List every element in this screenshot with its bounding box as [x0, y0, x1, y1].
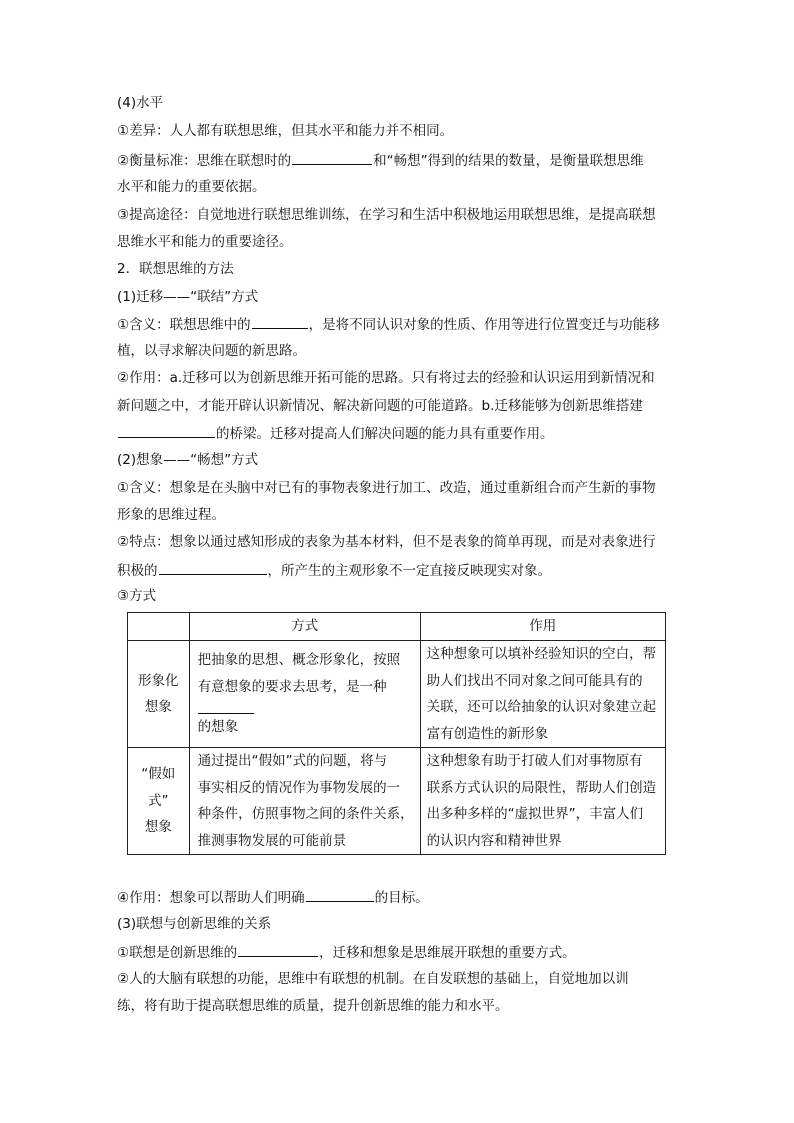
fill-blank[interactable]	[292, 151, 372, 165]
paragraph-meaning: ①含义：想象是在头脑中对已有的事物表象进行加工、改造，通过重新组合而产生新的事物	[117, 480, 656, 496]
effect-cell	[420, 748, 665, 855]
cell-line: 事实相反的情况作为事物发展的一	[197, 779, 401, 796]
text-segment: 的目标。	[374, 890, 429, 906]
table-header-cell: 方式	[189, 613, 420, 641]
row-name-cell	[128, 641, 190, 748]
paragraph-line: 植，以寻求解决问题的新思路。	[117, 343, 306, 359]
subheading-transfer: (1)迁移——“联结”方式	[117, 289, 259, 305]
table-header-cell: 作用	[420, 613, 665, 641]
text-segment: ①含义：联想思维中的	[117, 317, 251, 333]
paragraph-effect	[117, 888, 429, 907]
text-segment: ，所产生的主观形象不一定直接反映现实对象。	[267, 563, 551, 579]
paragraph-feature: ②特点：想象以通过感知形成的表象为基本材料，但不是表象的简单再现，而是对表象进行	[117, 534, 656, 550]
table-row	[128, 748, 666, 855]
effect-cell	[420, 641, 665, 748]
section-heading: 2．联想思维的方法	[117, 261, 234, 277]
table-header-row	[128, 613, 666, 641]
fill-blank[interactable]	[159, 561, 267, 575]
paragraph-line: 新问题之中，才能开辟认识新情况、解决新问题的可能道路。b.迁移能够为创新思维搭建	[117, 398, 643, 414]
text-segment: 积极的	[117, 563, 158, 579]
paragraph-standard	[117, 151, 644, 170]
paragraph-line	[117, 424, 554, 443]
fill-blank[interactable]	[252, 315, 308, 329]
paragraph-line: 练，将有助于提高联想思维的质量，提升创新思维的能力和水平。	[117, 998, 509, 1014]
cell-line: 式”	[148, 792, 169, 809]
cell-line: 这种想象有助于打破人们对事物原有	[426, 753, 643, 769]
text-segment: 的想象	[197, 719, 239, 736]
paragraph-line: 形象的思维过程。	[117, 507, 225, 523]
cell-line: 联系方式认识的局限性，帮助人们创造	[426, 779, 657, 796]
cell-line: 推测事物发展的可能前景	[197, 832, 347, 849]
paragraph-training: ②人的大脑有联想的功能，思维中有联想的机制。在自发联想的基础上，自觉地加以训	[117, 971, 629, 987]
cell-line: 的认识内容和精神世界	[426, 832, 562, 849]
cell-line: 有意想象的要求去思考，是一种	[197, 678, 387, 695]
subheading-imagination: (2)想象——“畅想”方式	[117, 452, 259, 468]
fill-blank[interactable]	[238, 943, 318, 957]
cell-line: 富有创造性的新形象	[426, 725, 549, 742]
cell-line: 想象	[144, 699, 172, 715]
paragraph-improve: ③提高途径：自觉地进行联想思维训练，在学习和生活中积极地运用联想思维，是提高联想	[117, 207, 656, 223]
table-row	[128, 641, 666, 748]
fill-blank[interactable]	[118, 424, 215, 438]
ways-table	[127, 612, 666, 855]
row-name-cell	[128, 748, 190, 855]
subheading-relation: (3)联想与创新思维的关系	[117, 916, 272, 932]
text-segment: ②衡量标准：思维在联想时的	[117, 153, 292, 169]
cell-line: 关联，还可以给抽象的认识对象建立起	[426, 699, 657, 715]
cell-line: “假如	[141, 766, 176, 783]
cell-line: 把抽象的思想、概念形象化，按照	[197, 652, 401, 669]
cell-line: 形象化	[138, 672, 179, 689]
paragraph-function: ②作用：a.迁移可以为创新思维开拓可能的思路。只有将过去的经验和认识运用到新情况和	[117, 370, 655, 386]
way-cell	[189, 641, 420, 748]
paragraph-meaning	[117, 315, 660, 334]
table-header-cell	[128, 613, 190, 641]
paragraph-ways: ③方式	[117, 588, 157, 604]
fill-blank[interactable]	[306, 888, 374, 902]
text-segment: ①联想是创新思维的	[117, 945, 238, 961]
cell-line: 想象	[144, 819, 172, 836]
cell-line	[198, 700, 414, 741]
way-cell	[189, 748, 420, 855]
text-segment: ④作用：想象可以帮助人们明确	[117, 890, 305, 906]
heading-level: (4)水平	[117, 95, 164, 111]
text-segment: 的桥梁。迁移对提高人们解决问题的能力具有重要作用。	[216, 426, 554, 442]
fill-blank[interactable]	[198, 700, 254, 714]
cell-line: 出多种多样的“虚拟世界”，丰富人们	[426, 806, 644, 822]
paragraph-relation	[117, 943, 576, 962]
paragraph-line: 思维水平和能力的重要途径。	[117, 234, 293, 250]
cell-line: 种条件，仿照事物之间的条件关系，	[197, 806, 414, 822]
cell-line: 这种想象可以填补经验知识的空白，帮	[426, 646, 657, 662]
paragraph-line: 水平和能力的重要依据。	[117, 179, 266, 195]
text-segment: ，迁移和想象是思维展开联想的重要方式。	[319, 945, 576, 961]
text-segment: 和“畅想”得到的结果的数量，是衡量联想思维	[373, 153, 644, 169]
text-segment: ，是将不同认识对象的性质、作用等进行位置变迁与功能移	[308, 317, 660, 333]
paragraph-difference: ①差异：人人都有联想思维，但其水平和能力并不相同。	[117, 123, 454, 139]
cell-line: 助人们找出不同对象之间可能具有的	[426, 672, 643, 689]
cell-line: 通过提出“假如”式的问题，将与	[197, 753, 388, 769]
paragraph-line	[117, 561, 551, 580]
